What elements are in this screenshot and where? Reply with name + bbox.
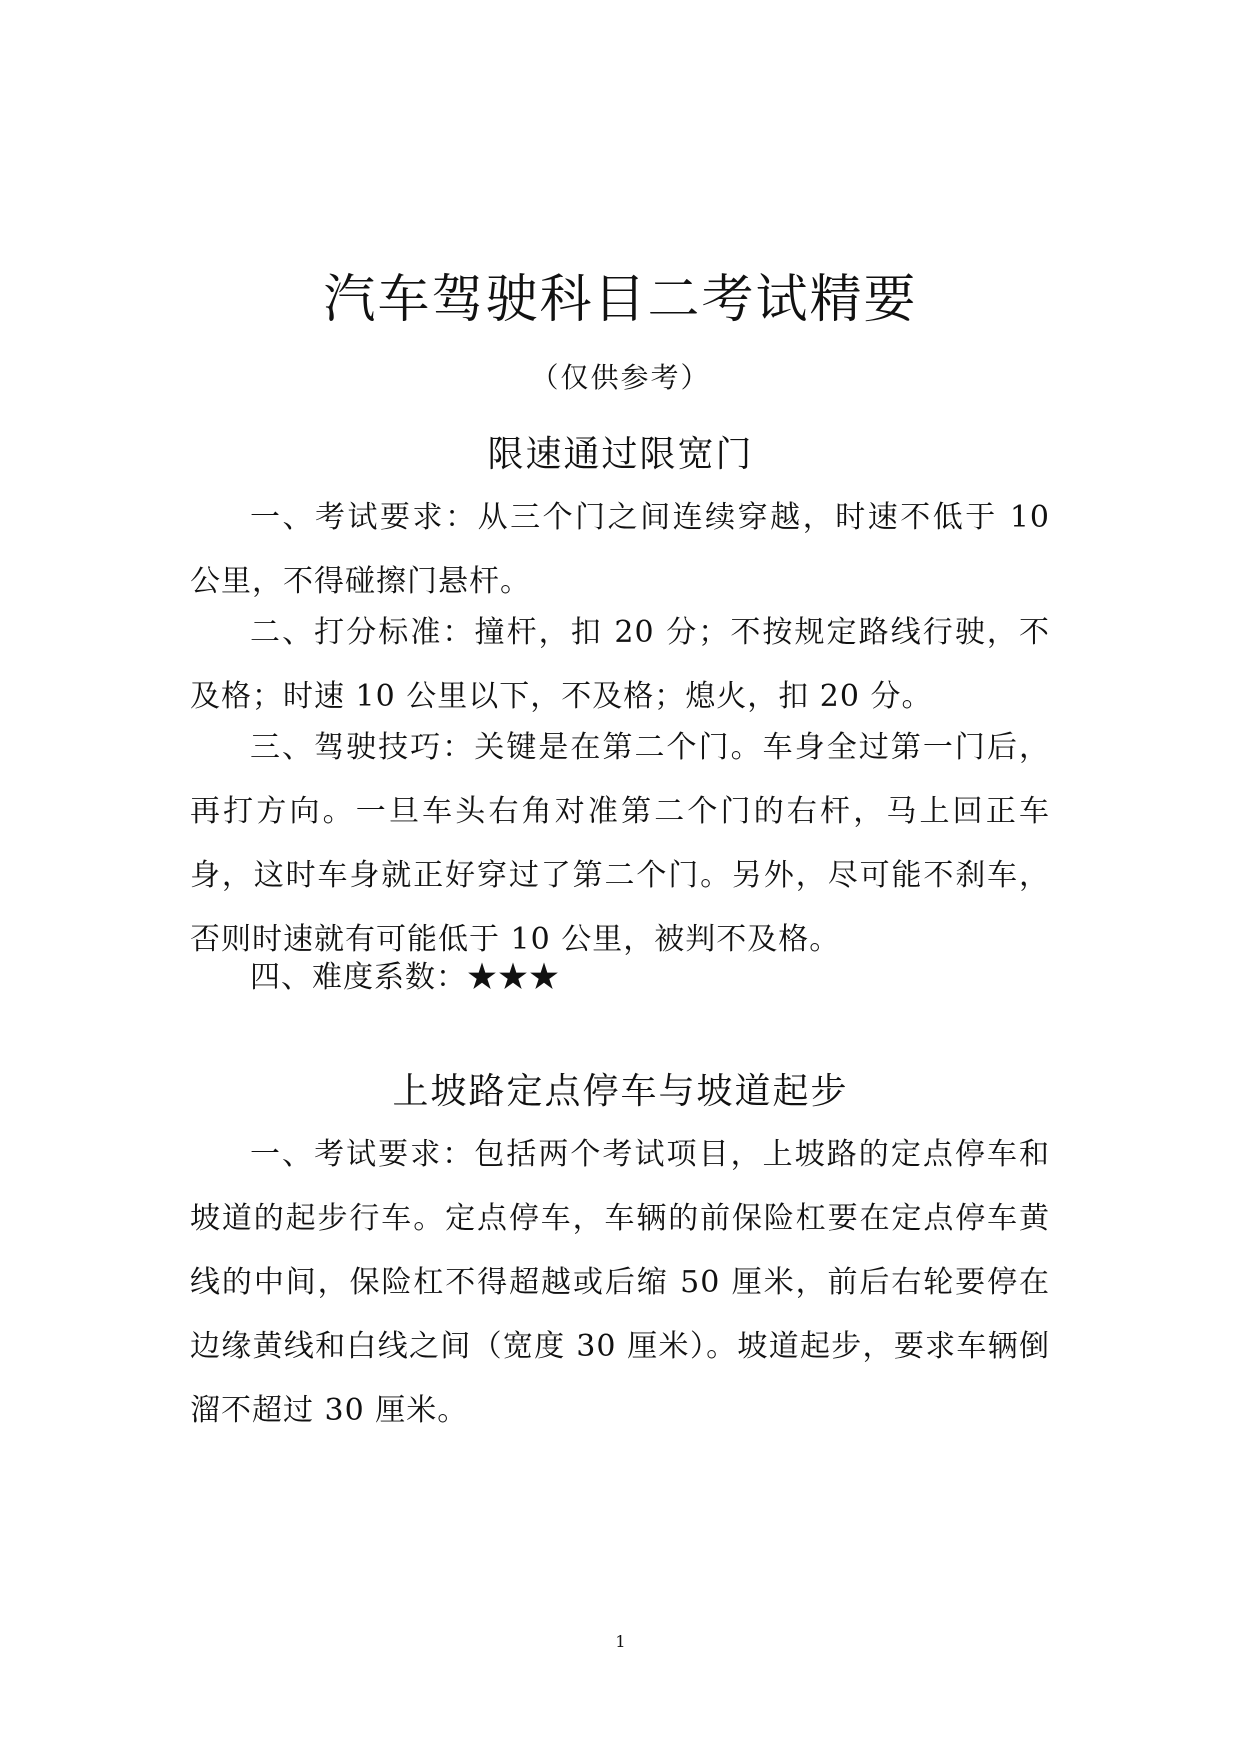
page-number: 1 (615, 1632, 626, 1651)
section-heading-speed-gate: 限速通过限宽门 (487, 434, 754, 475)
paragraph-driving-technique: 三、驾驶技巧：关键是在第二个门。车身全过第一门后，再打方向。一旦车头右角对准第二个门的右杆，马上回正车身，这时车身就正好穿过了第二个门。另外，尽可能不刹车，否则时速就有可能低于 10 公里，被判不及格。 (190, 730, 1050, 957)
paragraph-exam-requirement: 一、考试要求：从三个门之间连续穿越，时速不低于 10 公里，不得碰擦门悬杆。 (190, 500, 1050, 599)
document-title: 汽车驾驶科目二考试精要 (323, 270, 918, 330)
document-subtitle: （仅供参考） (530, 361, 711, 394)
section-heading-hill-stop-start: 上坡路定点停车与坡道起步 (392, 1071, 849, 1112)
paragraph-hill-exam-requirement: 一、考试要求：包括两个考试项目，上坡路的定点停车和坡道的起步行车。定点停车，车辆的前保险杠要在定点停车黄线的中间，保险杠不得超越或后缩 50 厘米，前后右轮要停在边缘黄线和白线之间（宽度 30 厘米）。坡道起步，要求车辆倒溜不超过 30 厘米。 (190, 1137, 1050, 1428)
paragraph-scoring-standard: 二、打分标准：撞杆，扣 20 分；不按规定路线行驶，不及格；时速 10 公里以下，不及格；熄火，扣 20 分。 (190, 615, 1050, 714)
paragraph-difficulty-rating: 四、难度系数：★★★ (250, 960, 560, 995)
